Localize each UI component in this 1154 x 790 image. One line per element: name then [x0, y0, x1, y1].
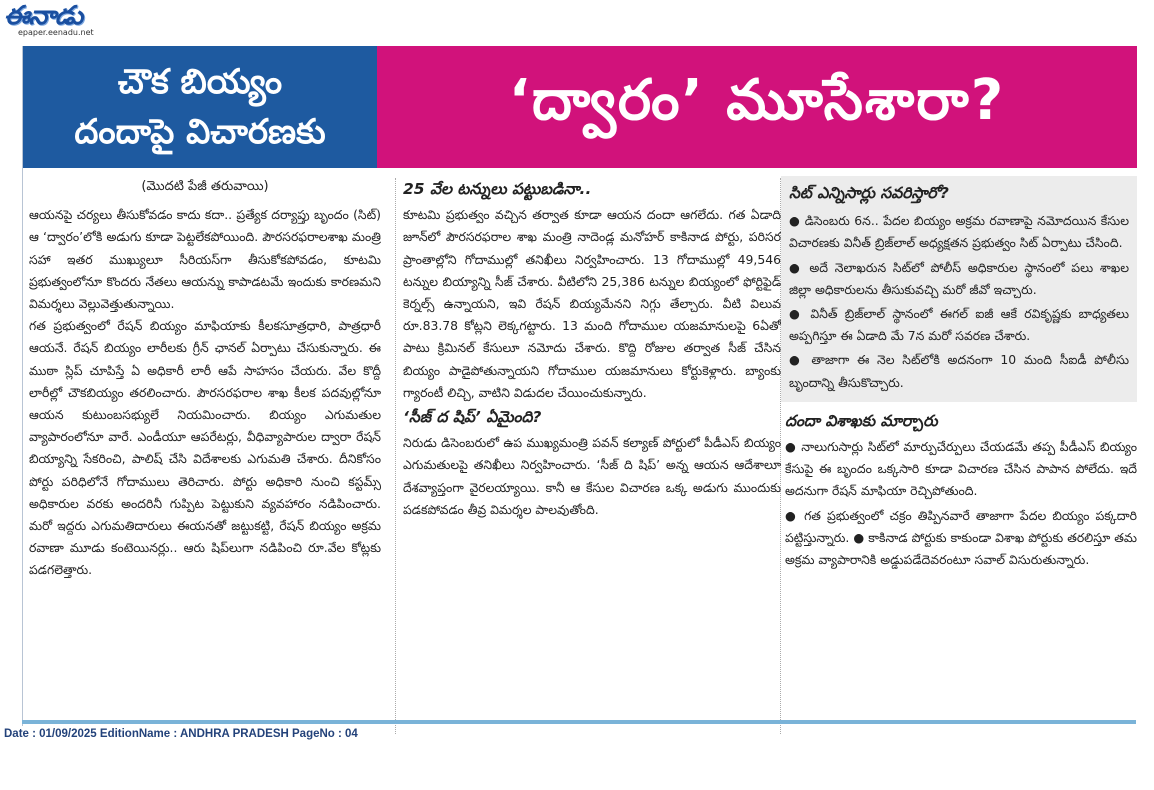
article-column-1	[29, 176, 381, 582]
headline-right: ‘ద్వారం’ మూసేశారా?	[377, 46, 1137, 168]
article-sheet	[22, 46, 1137, 726]
article-column-3	[785, 176, 1137, 573]
bullet-item: ● గత ప్రభుత్వంలో చక్రం తిప్పినవారే తాజాగా పేదల బియ్యం పక్కదారి పట్టిస్తున్నారు. ● కాకినాడ పోర్టుకు కాకుండా విశాఖ పోర్టుకు తరలిస్తూ తమ అక్రమ వ్యాపారానికి అడ్డుపడేదెవరంటూ సవాల్ విసురుతున్నారు.	[785, 507, 1137, 568]
paragraph: గత ప్రభుత్వంలో రేషన్ బియ్యం మాఫియాకు కీలకసూత్రధారి, పాత్రధారీ ఆయనే. రేషన్ బియ్యం లారీలకు గ్రీన్ ఛానల్ ఏర్పాటు చేసుకున్నారు. ఈ ముఠా స్లిప్ చూపిస్తే ఏ అధికారీ లారీ ఆపే సాహసం చేయరు. వేల కొద్దీ లారీల్లో చౌకబియ్యం తరలించారు. పౌరసరఫరాల శాఖ కీలక పదవుల్లోనూ ఆయన కుటుంబసభ్యులే నియమించారు. బియ్యం ఎగుమతుల వ్యాపారంలోనూ వారే. ఎండీయూ ఆపరేటర్లు, వీధివ్యాపారుల ద్వారా రేషన్ బియ్యాన్ని సేకరించి, పాలిష్ చేసి విదేశాలకు ఎగుమతి చేశారు. దీనికోసం పోర్టు పరిధిలోనే గోదాములు తెరిచారు. పోర్టు అధికారి నుంచి కస్టమ్స్ అధికారుల వరకు అందరినీ గుప్పిట పెట్టుకుని వ్యవహారం నడిపించారు. మరో ఇద్దరు ఎగుమతిదారులు ఈయనతో జట్టుకట్టి, రేషన్ బియ్యం అక్రమ రవాణా మూడు కంటెయినర్లు.. ఆరు షిప్‌లుగా నడిపించి రూ.వేల కోట్లకు పడగలెత్తారు.	[29, 318, 381, 578]
logo-text: ఈనాడు	[4, 1, 83, 31]
headline-left-line2: దందాపై విచారణకు	[74, 112, 326, 152]
bottom-rule	[22, 720, 1136, 724]
paragraph: ఆయనపై చర్యలు తీసుకోవడం కాదు కదా.. ప్రత్యేక దర్యాప్తు బృందం (సిట్) ఆ ‘ద్వారం’లోకి అడుగు కూడా పెట్టలేకపోయింది. పౌరసరఫరాలశాఖ మంత్రి సహా ఇతర ముఖ్యులూ సీరియస్‌గా తీసుకోకపోవడం, కూటమి ప్రభుత్వంలోనూ కొందరు నేతలు ఆయన్ను కాపాడటమే ఇందుకు కారణమని విమర్శలు వెల్లువెత్తుతున్నాయి.	[29, 207, 381, 312]
article-column-2	[403, 176, 781, 521]
column-divider	[395, 178, 396, 734]
box-title: సిట్ ఎన్నిసార్లు సవరిస్తారో?	[789, 184, 949, 202]
paragraph: కూటమి ప్రభుత్వం వచ్చిన తర్వాత కూడా ఆయన దందా ఆగలేదు. గత ఏడాది జూన్‌లో పౌరసరఫరాల శాఖ మంత్రి నాదెండ్ల మనోహర్ కాకినాడ పోర్టు, పరిసర ప్రాంతాల్లోని గోదాముల్లో తనిఖీలు నిర్వహించారు. 13 గోదాముల్లో 49,546 టన్నుల బియ్యాన్ని సీజ్ చేశారు. వీటిలోని 25,386 టన్నుల బియ్యంలో ఫోర్టిఫైడ్ కెర్నల్స్ ఉన్నాయని, ఇవి రేషన్ బియ్యమేనని నిగ్గు తేల్చారు. వీటి విలువ రూ.83.78 కోట్లని లెక్కగట్టారు. 13 మంది గోదాముల యజమానులపై 6ఏతో పాటు క్రిమినల్ కేసులూ నమోదు చేశారు. కొద్ది రోజుల తర్వాత సీజ్ చేసిన బియ్యం పాడైపోతున్నాయని గోదాముల యజమానులు కోర్టుకెళ్లారు. బ్యాంకు గ్యారంటీ లిచ్చి, వాటిని విడుదల చేయించుకున్నారు.	[403, 207, 781, 400]
subheading: 25 వేల టన్నులు పట్టుబడినా..	[403, 180, 592, 198]
eenadu-logo	[4, 2, 114, 42]
headline-left-line1: చౌక బియ్యం	[117, 62, 283, 102]
bullet-item: ● నాలుగుసార్లు సిట్‌లో మార్పుచేర్పులు చేయడమే తప్ప పీడీఎస్ బియ్యం కేసుపై ఈ బృందం ఒక్కసారి కూడా విచారణ చేసిన పాపాన పోలేదు. ఇదే అదనుగా రేషన్ మాఫియా రెచ్చిపోతుంది.	[785, 439, 1137, 499]
bullet-item: ● వినీత్ బ్రిజ్‌లాల్ స్థానంలో ఈగల్ ఐజీ ఆకే రవికృష్ణకు బాధ్యతలు అప్పగిస్తూ ఈ ఏడాది మే 7న మరో సవరణ చేశారు.	[789, 306, 1129, 344]
bullet-item: ● అదే నెలాఖరున సిట్‌లో పోలీస్ అధికారుల స్థానంలో పలు శాఖల జిల్లా అధికారులను తీసుకువచ్చి మరో జీవో ఇచ్చారు.	[789, 259, 1129, 297]
edition-footer: Date : 01/09/2025 EditionName : ANDHRA PRADESH PageNo : 04	[4, 728, 358, 740]
bullet-item: ● డిసెంబరు 6న.. పేదల బియ్యం అక్రమ రవాణాపై నమోదయిన కేసుల విచారణకు వినీత్ బ్రిజ్‌లాల్ అధ్యక్షతన ప్రభుత్వం సిట్ ఏర్పాటు చేసింది.	[789, 213, 1129, 251]
paragraph: నిరుడు డిసెంబరులో ఉప ముఖ్యమంత్రి పవన్ కల్యాణ్ పోర్టులో పీడీఎస్ బియ్యం ఎగుమతులపై తనిఖీలు నిర్వహించారు. ‘సీజ్ ది షిప్’ అన్న ఆయన ఆదేశాలూ దేశవ్యాప్తంగా వైరలయ్యాయి. కానీ ఆ కేసుల విచారణ ఒక్క అడుగు ముందుకు పడకపోవడం తీవ్ర విమర్శల పాలవుతోంది.	[403, 435, 781, 517]
continued-note: (మొదటి పేజీ తరువాయి)	[141, 179, 269, 194]
headline-left	[23, 46, 377, 168]
sidebar-box	[781, 176, 1137, 402]
logo-url: epaper.eenadu.net	[18, 28, 94, 37]
bullet-item: ● తాజాగా ఈ నెల సిట్‌లోకి అదనంగా 10 మంది సీఐడీ పోలీసు బృందాన్ని తీసుకొచ్చారు.	[789, 352, 1129, 390]
subheading: ‘సీజ్ ద షిప్’ ఏమైంది?	[403, 408, 542, 427]
subheading: దందా విశాఖకు మార్చారు	[785, 411, 938, 430]
